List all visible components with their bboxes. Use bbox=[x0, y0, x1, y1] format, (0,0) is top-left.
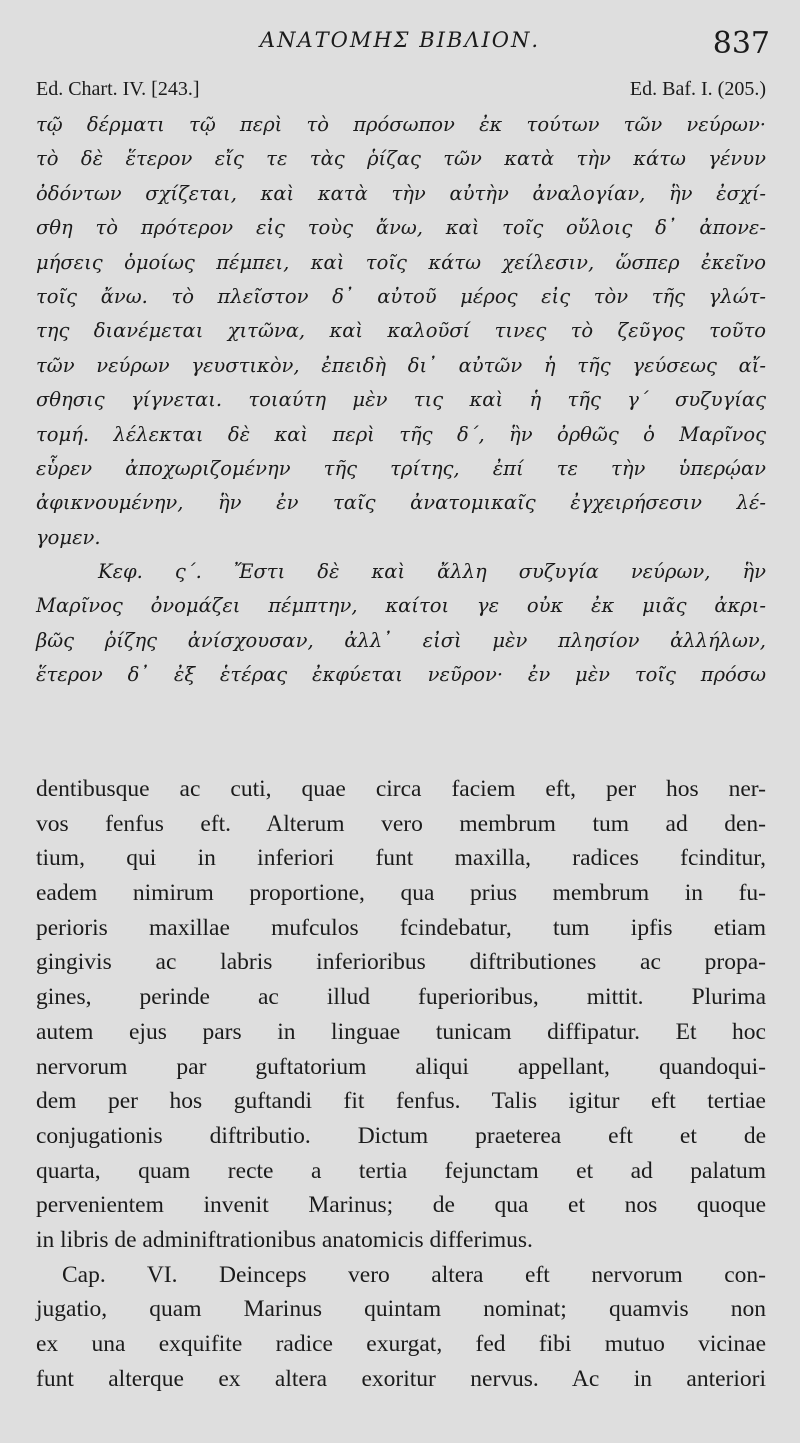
greek-line: τομή. λέλεκται δὲ καὶ περὶ τῆς δ΄, ἣν ὀρθῶς ὁ Μαρῖνος bbox=[36, 422, 766, 446]
greek-line: τῶν νεύρων γευστικὸν, ἐπειδὴ δι᾽ αὐτῶν ἡ τῆς γεύσεως αἴ- bbox=[36, 353, 766, 377]
latin-line: ex una exquifite radice exurgat, fed fibi mutuo vicinae bbox=[36, 1331, 766, 1357]
greek-line: σθησις γίγνεται. τοιαύτη μὲν τις καὶ ἡ τῆς γ΄ συζυγίας bbox=[36, 388, 766, 412]
greek-line: τὸ δὲ ἕτερον εἴς τε τὰς ῥίζας τῶν κατὰ τὴν κάτω γένυν bbox=[36, 147, 766, 171]
greek-line: εὗρεν ἀποχωριζομένην τῆς τρίτης, ἐπί τε τὴν ὑπερῴαν bbox=[36, 456, 766, 480]
running-head bbox=[0, 28, 800, 62]
greek-line: σθη τὸ πρότερον εἰς τοὺς ἄνω, καὶ τοῖς οὔλοις δ᾽ ἀπονε- bbox=[36, 216, 766, 240]
latin-line: tium, qui in inferiori funt maxilla, radices fcinditur, bbox=[36, 845, 766, 872]
edition-basel-reference: Ed. Baf. I. (205.) bbox=[629, 78, 766, 100]
latin-line: vos fenfus eft. Alterum vero membrum tum ad den- bbox=[36, 810, 766, 837]
greek-text-block bbox=[36, 108, 766, 693]
page-number: 837 bbox=[712, 26, 770, 61]
latin-line: dentibusque ac cuti, quae circa faciem eft, per hos ner- bbox=[36, 776, 766, 802]
greek-line: ἕτερον δ᾽ ἐξ ἑτέρας ἐκφύεται νεῦρον· ἐν μὲν τοῖς πρόσω bbox=[36, 663, 766, 687]
latin-line: pervenientem invenit Marinus; de qua et nos quoque bbox=[36, 1192, 766, 1219]
latin-line: nervorum par guftatorium aliqui appellant, quandoqui- bbox=[36, 1053, 766, 1080]
latin-line: jugatio, quam Marinus quintam nominat; quamvis non bbox=[36, 1296, 766, 1323]
running-title: ΑΝΑΤΟΜΗΣ ΒΙΒΛΙΟΝ. bbox=[259, 28, 541, 52]
latin-line: gingivis ac labris inferioribus diftributiones ac propa- bbox=[36, 949, 766, 976]
latin-line: autem ejus pars in linguae tunicam diffipatur. Et hoc bbox=[36, 1018, 766, 1045]
latin-line: perioris maxillae mufculos fcindebatur, tum ipfis etiam bbox=[36, 914, 766, 941]
latin-chapter-heading-line: Cap. VI. Deinceps vero altera eft nervorum con- bbox=[62, 1261, 766, 1288]
greek-line: της διανέμεται χιτῶνα, καὶ καλοῦσί τινες τὸ ζεῦγος τοῦτο bbox=[36, 319, 766, 343]
edition-chartier-reference: Ed. Chart. IV. [243.] bbox=[36, 78, 200, 100]
greek-line: μήσεις ὁμοίως πέμπει, καὶ τοῖς κάτω χείλεσιν, ὥσπερ ἐκεῖνο bbox=[36, 250, 766, 274]
latin-line: eadem nimirum proportione, qua prius membrum in fu- bbox=[36, 880, 766, 907]
greek-line: γομεν. bbox=[36, 525, 101, 549]
greek-line: τοῖς ἄνω. τὸ πλεῖστον δ᾽ αὐτοῦ μέρος εἰς τὸν τῆς γλώτ- bbox=[36, 284, 766, 308]
latin-line: in libris de adminiftrationibus anatomicis differimus. bbox=[36, 1226, 533, 1253]
latin-line: dem per hos guftandi fit fenfus. Talis igitur eft tertiae bbox=[36, 1088, 766, 1115]
greek-line: ἀφικνουμένην, ἣν ἐν ταῖς ἀνατομικαῖς ἐγχειρήσεσιν λέ- bbox=[36, 491, 766, 515]
latin-line: gines, perinde ac illud fuperioribus, mittit. Plurima bbox=[36, 984, 766, 1011]
greek-line: βῶς ῥίζης ἀνίσχουσαν, ἀλλ᾽ εἰσὶ μὲν πλησίον ἀλλήλων, bbox=[36, 628, 766, 652]
greek-line: ὀδόντων σχίζεται, καὶ κατὰ τὴν αὐτὴν ἀναλογίαν, ἣν ἐσχί- bbox=[36, 181, 766, 205]
latin-line: funt alterque ex altera exoritur nervus. Ac in anteriori bbox=[36, 1365, 766, 1392]
greek-line: τῷ δέρματι τῷ περὶ τὸ πρόσωπον ἐκ τούτων τῶν νεύρων· bbox=[36, 113, 766, 136]
edition-reference-line bbox=[36, 78, 766, 106]
latin-line: conjugationis diftributio. Dictum praeterea eft et de bbox=[36, 1122, 766, 1149]
greek-line: Μαρῖνος ὀνομάζει πέμπτην, καίτοι γε οὐκ ἐκ μιᾶς ἀκρι- bbox=[36, 594, 766, 618]
latin-text-block bbox=[36, 772, 766, 1396]
greek-chapter-heading-line: Κεφ. ς΄. Ἔστι δὲ καὶ ἄλλη συζυγία νεύρων, ἣν bbox=[98, 560, 766, 584]
latin-line: quarta, quam recte a tertia fejunctam et ad palatum bbox=[36, 1157, 766, 1184]
